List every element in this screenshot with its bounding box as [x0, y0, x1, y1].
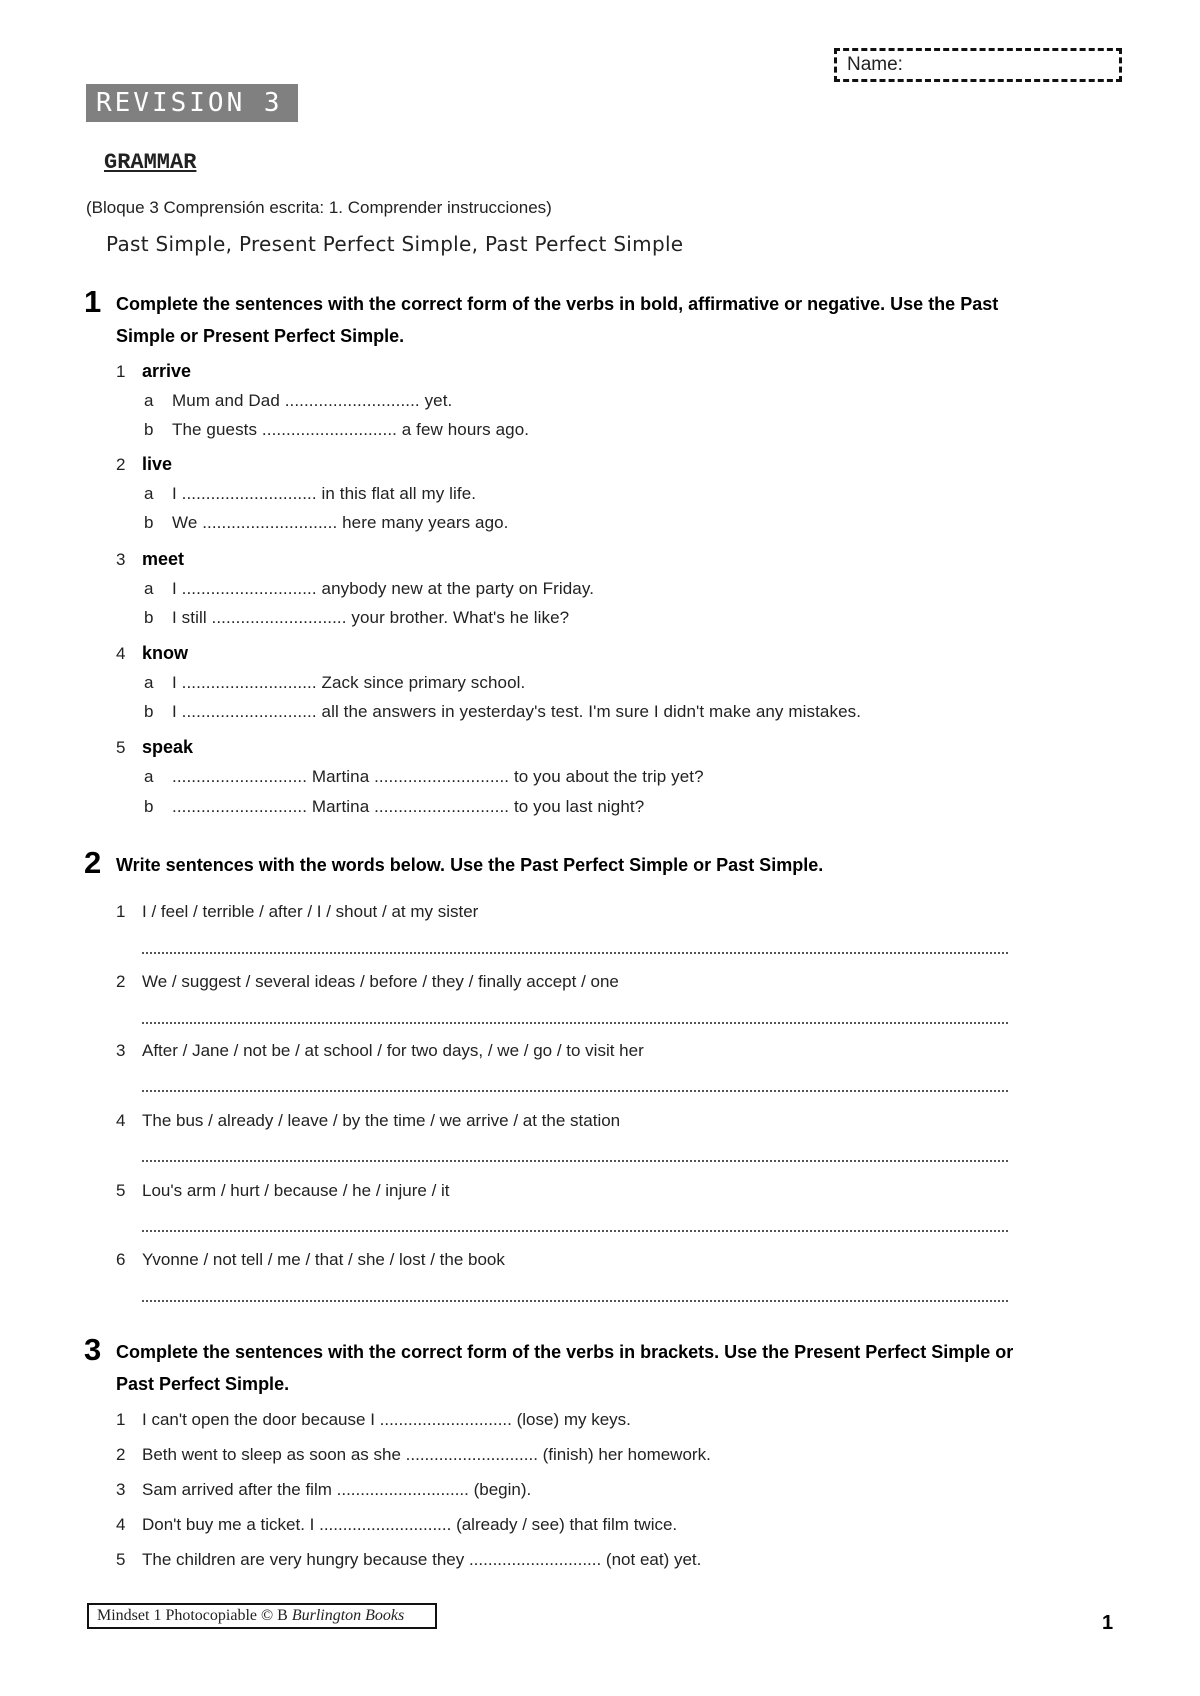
ex3-sentence[interactable]: I can't open the door because I ............................ (lose) my keys. — [142, 1410, 631, 1429]
ex1-sub-letter: b — [144, 797, 154, 816]
answer-line[interactable] — [142, 1300, 1008, 1302]
ex2-item-number: 1 — [116, 902, 126, 921]
revision-banner: REVISION 3 — [86, 84, 298, 122]
ex1-item-number: 3 — [116, 550, 126, 569]
ex2-item-number: 2 — [116, 972, 126, 991]
ex1-sub-sentence[interactable]: I still ............................ your brother. What's he like? — [172, 608, 570, 627]
answer-line[interactable] — [142, 1022, 1008, 1024]
ex3-item-number: 5 — [116, 1550, 126, 1569]
name-field[interactable] — [834, 48, 1122, 82]
ex1-sub-sentence[interactable]: ............................ Martina ............................ to you about the trip yet? — [172, 767, 704, 786]
ex2-item-number: 5 — [116, 1181, 126, 1200]
ex3-item-number: 3 — [116, 1480, 126, 1499]
footer-brand: Burlington Books — [291, 1607, 405, 1624]
section-heading-text: GRAMMAR — [104, 150, 197, 175]
ex1-item-verb: speak — [142, 737, 194, 757]
ex1-sub-sentence[interactable]: I ............................ all the answers in yesterday's test. I'm sure I didn't make any mistakes. — [172, 702, 862, 721]
ex1-sub-sentence[interactable]: I ............................ anybody new at the party on Friday. — [172, 579, 595, 598]
page-number: 1 — [1102, 1612, 1114, 1634]
footer-copyright-text: Mindset 1 Photocopiable © B — [97, 1607, 288, 1624]
footer-copyright — [87, 1603, 437, 1629]
ex1-sub-letter: a — [144, 673, 154, 692]
exercise-2-instruction: Write sentences with the words below. Use the Past Perfect Simple or Past Simple. — [116, 855, 824, 875]
ex2-prompt: Yvonne / not tell / me / that / she / lost / the book — [142, 1250, 505, 1269]
answer-line[interactable] — [142, 1160, 1008, 1162]
ex1-item-number: 2 — [116, 455, 126, 474]
ex3-sentence[interactable]: Beth went to sleep as soon as she ............................ (finish) her homework. — [142, 1445, 711, 1464]
ex1-sub-sentence[interactable]: We ............................ here many years ago. — [172, 513, 509, 532]
exercise-2-number: 2 — [84, 845, 102, 880]
ex2-item-number: 3 — [116, 1041, 126, 1060]
ex3-sentence[interactable]: The children are very hungry because they ............................ (not eat) yet. — [142, 1550, 702, 1569]
ex2-item-number: 4 — [116, 1111, 126, 1130]
exercise-1-instruction: Complete the sentences with the correct form of the verbs in bold, affirmative or negative. Use the Past Simple or Present Perfect Simple. — [116, 294, 999, 346]
exercise-3-instruction: Complete the sentences with the correct form of the verbs in brackets. Use the Present Perfect Simple or Past Perfect Simple. — [116, 1342, 1014, 1394]
bloque-note: (Bloque 3 Comprensión escrita: 1. Comprender instrucciones) — [86, 198, 552, 217]
ex3-item-number: 2 — [116, 1445, 126, 1464]
ex3-item-number: 4 — [116, 1515, 126, 1534]
ex1-sub-letter: a — [144, 579, 154, 598]
ex1-item-verb: meet — [142, 549, 185, 569]
ex1-sub-sentence[interactable]: I ............................ Zack since primary school. — [172, 673, 526, 692]
ex1-item-verb: live — [142, 454, 173, 474]
ex1-sub-sentence[interactable]: I ............................ in this flat all my life. — [172, 484, 477, 503]
ex2-prompt: Lou's arm / hurt / because / he / injure / it — [142, 1181, 450, 1200]
answer-line[interactable] — [142, 1090, 1008, 1092]
answer-line[interactable] — [142, 952, 1008, 954]
ex3-item-number: 1 — [116, 1410, 126, 1429]
ex2-prompt: We / suggest / several ideas / before / they / finally accept / one — [142, 972, 619, 991]
ex1-sub-letter: b — [144, 702, 154, 721]
ex1-sub-letter: a — [144, 767, 154, 786]
ex1-sub-sentence[interactable]: ............................ Martina ............................ to you last night? — [172, 797, 645, 816]
ex1-sub-letter: b — [144, 513, 154, 532]
ex2-prompt: I / feel / terrible / after / I / shout / at my sister — [142, 902, 479, 921]
ex1-item-number: 1 — [116, 362, 126, 381]
exercise-3-number: 3 — [84, 1332, 102, 1367]
ex1-sub-letter: b — [144, 608, 154, 627]
ex1-sub-letter: a — [144, 484, 154, 503]
ex1-item-number: 4 — [116, 644, 126, 663]
ex2-prompt: After / Jane / not be / at school / for two days, / we / go / to visit her — [142, 1041, 644, 1060]
ex1-item-number: 5 — [116, 738, 126, 757]
ex3-sentence[interactable]: Don't buy me a ticket. I ............................ (already / see) that film twice. — [142, 1515, 678, 1534]
section-heading — [86, 150, 196, 175]
ex1-sub-letter: a — [144, 391, 154, 410]
ex1-sub-sentence[interactable]: The guests ............................ a few hours ago. — [172, 420, 530, 439]
name-label: Name: — [847, 54, 903, 75]
ex1-sub-letter: b — [144, 420, 154, 439]
ex1-sub-sentence[interactable]: Mum and Dad ............................ yet. — [172, 391, 453, 410]
exercise-1-number: 1 — [84, 284, 102, 319]
answer-line[interactable] — [142, 1230, 1008, 1232]
ex1-item-verb: know — [142, 643, 189, 663]
ex2-item-number: 6 — [116, 1250, 126, 1269]
ex2-prompt: The bus / already / leave / by the time / we arrive / at the station — [142, 1111, 621, 1130]
ex3-sentence[interactable]: Sam arrived after the film ............................ (begin). — [142, 1480, 532, 1499]
topics-line: Past Simple, Present Perfect Simple, Past Perfect Simple — [106, 232, 684, 256]
ex1-item-verb: arrive — [142, 361, 192, 381]
